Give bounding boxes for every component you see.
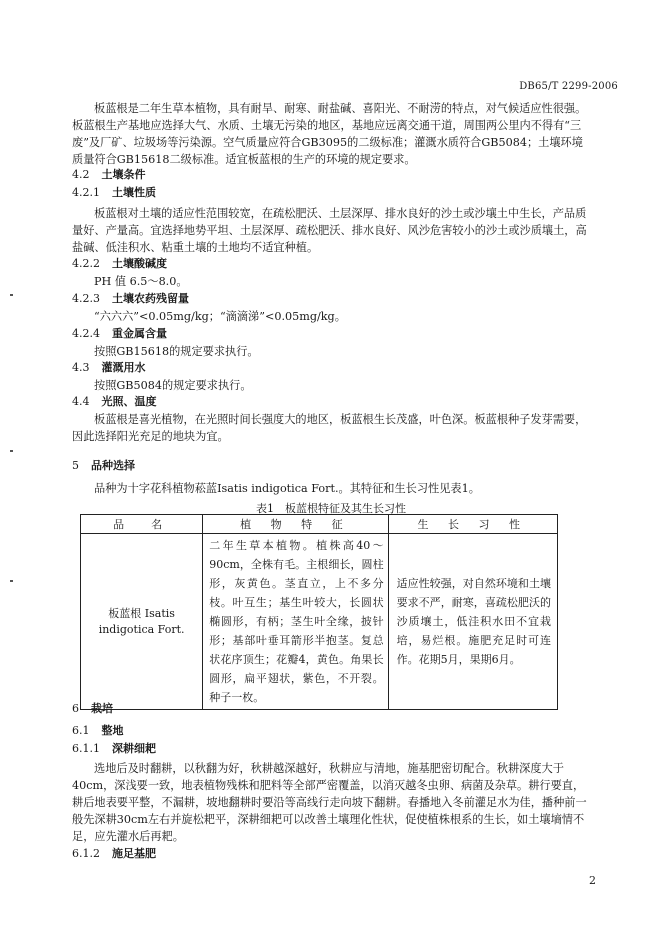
- paragraph-4-2-2: PH 值 6.5～8.0。: [94, 275, 188, 288]
- scan-mark: [10, 450, 13, 452]
- table-1: [80, 514, 558, 710]
- heading-5: 5 品种选择: [72, 459, 135, 472]
- col-header-features: 植 物 特 征: [203, 515, 388, 534]
- table-caption: 表1 板蓝根特征及其生长习性: [256, 502, 406, 515]
- heading-4-4: 4.4 光照、温度: [72, 395, 157, 408]
- heading-6-1: 6.1 整地: [72, 724, 124, 737]
- intro-paragraph: 板蓝根是二年生草本植物，具有耐旱、耐寒、耐盐碱、喜阳光、不耐涝的特点，对气候适应性很强。板蓝根生产基地应选择大气、水质、土壤无污染的地区，基地应远离交通干道，周围两公里内不得有“三废”及厂矿、垃圾场等污染源。空气质量应符合GB3095的二级标准；灌溉水质符合GB5084；土壤环境质量符合GB15618二级标准。适宜板蓝根的生产的环境的规定要求。: [72, 102, 587, 166]
- paragraph-6-1-1: 选地后及时翻耕，以秋翻为好，秋耕越深越好，秋耕应与清地，施基肥密切配合。秋耕深度大于40cm，深浅要一致，地表植物残株和肥料等全部严密覆盖，以消灭越冬虫卵、病菌及杂草。耕行要直，耕后地表要平整，不漏耕，坡地翻耕时要沿等高线行走向坡下翻耕。春播地入冬前灌足水为佳，播种前一般先深耕30cm左右并旋松耙平，深耕细耙可以改善土壤理化性状，促使植株根系的生长，如土壤墒情不足，应先灌水后再耙。: [72, 762, 587, 843]
- heading-4-2-3: 4.2.3 土壤农药残留量: [72, 292, 189, 305]
- paragraph-4-4: 板蓝根是喜光植物，在光照时间长强度大的地区，板蓝根生长茂盛，叶色深。板蓝根种子发芽需要，因此选择阳光充足的地块为宜。: [72, 413, 587, 443]
- paragraph-5: 品种为十字花科植物菘蓝Isatis indigotica Fort.。其特征和生长习性见表1。: [94, 482, 480, 495]
- standard-number: DB65/T 2299-2006: [519, 81, 618, 92]
- paragraph-4-2-1: 板蓝根对土壤的适应性范围较宽，在疏松肥沃、土层深厚、排水良好的沙土或沙壤土中生长，产品质量好、产量高。宜选择地势平坦、土层深厚、疏松肥沃、排水良好、风沙危害较小的沙土或沙质壤土，高盐碱、低洼积水、粘重土壤的土地均不适宜种植。: [72, 207, 587, 254]
- heading-4-2: 4.2 土壤条件: [72, 168, 146, 181]
- heading-4-2-4: 4.2.4 重金属含量: [72, 327, 167, 340]
- cell-habit: 适应性较强，对自然环境和土壤要求不严，耐寒，喜疏松肥沃的沙质壤土，低洼积水田不宜栽培，易烂根。施肥充足时可连作。花期5月，果期6月。: [388, 534, 557, 710]
- table-row: [81, 534, 558, 710]
- cell-features: 二年生草本植物。植株高40～90cm，全株有毛。主根细长，圆柱形，灰黄色。茎直立，上不多分枝。叶互生；基生叶较大，长圆状椭圆形，有柄；茎生叶全缘，披针形；基部叶垂耳箭形半抱茎。复总状花序顶生；花瓣4，黄色。角果长圆形，扁平翅状，紫色，不开裂。种子一枚。: [203, 534, 388, 710]
- heading-6: 6 栽培: [72, 702, 113, 715]
- col-header-habit: 生 长 习 性: [388, 515, 557, 534]
- paragraph-4-3: 按照GB5084的规定要求执行。: [94, 379, 252, 392]
- heading-4-2-1: 4.2.1 土壤性质: [72, 186, 156, 199]
- paragraph-4-2-4: 按照GB15618的规定要求执行。: [94, 345, 259, 358]
- scan-mark: [10, 294, 13, 296]
- heading-4-3: 4.3 灌溉用水: [72, 361, 146, 374]
- col-header-name: 品 名: [81, 515, 203, 534]
- cell-name: 板蓝根 Isatis indigotica Fort.: [81, 534, 203, 710]
- heading-6-1-2: 6.1.2 施足基肥: [72, 847, 156, 860]
- page-number: 2: [589, 874, 596, 887]
- paragraph-4-2-3: “六六六”<0.05mg/kg；“滴滴涕”<0.05mg/kg。: [94, 310, 346, 323]
- table-header-row: [81, 515, 558, 534]
- heading-4-2-2: 4.2.2 土壤酸碱度: [72, 257, 167, 270]
- heading-6-1-1: 6.1.1 深耕细耙: [72, 742, 156, 755]
- scan-mark: [10, 580, 13, 582]
